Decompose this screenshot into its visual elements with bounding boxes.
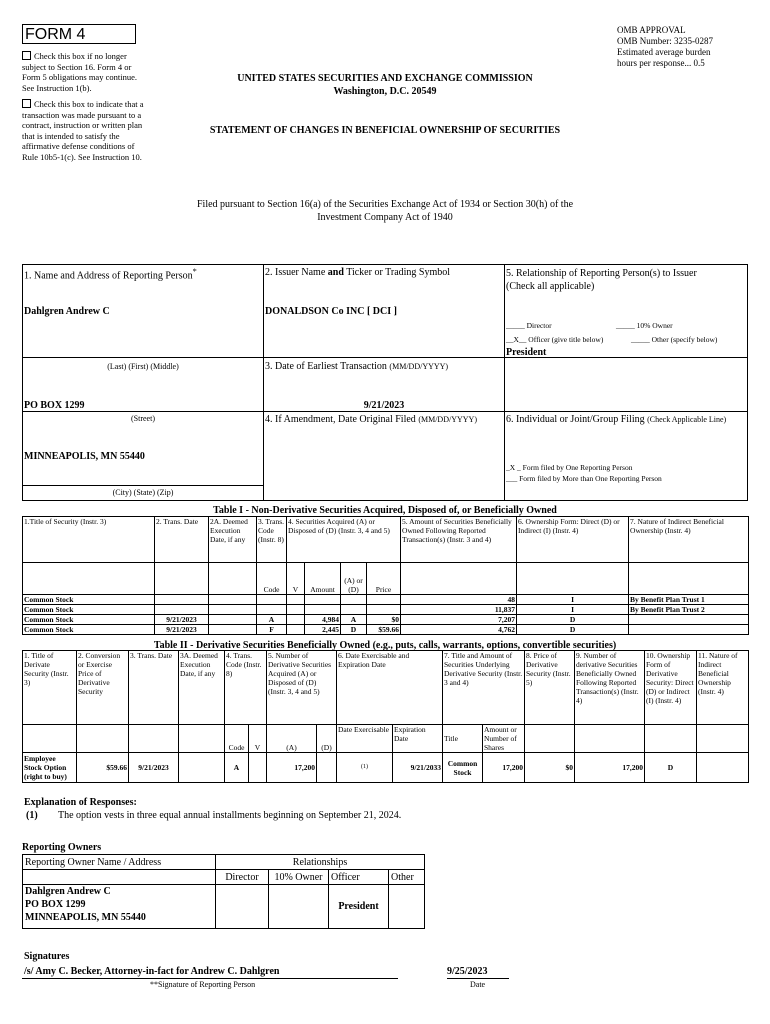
table2-caption: Table II - Derivative Securities Beneficially Owned (e.g., puts, calls, warrants, options, convertible securities)	[153, 640, 617, 651]
t1-cell-date: 9/21/2023	[155, 625, 209, 635]
city-value: MINNEAPOLIS, MN 55440	[24, 451, 145, 462]
table-row	[23, 753, 749, 783]
footnote-number: (1)	[26, 810, 38, 821]
t2-header-deemed: 3A. Deemed Execution Date, if any	[179, 651, 225, 725]
officer-option: __X__ Officer (give title below)	[506, 335, 604, 344]
signature-label: **Signature of Reporting Person	[150, 980, 256, 989]
t1-header-form: 6. Ownership Form: Direct (D) or Indirect (I) (Instr. 4)	[517, 517, 629, 563]
t2-header-exercisable: 6. Date Exercisable and Expiration Date	[337, 651, 443, 725]
t1-cell-owned: 11,837	[401, 605, 517, 615]
owner-name: Dahlgren Andrew C	[25, 886, 111, 897]
statement-title: STATEMENT OF CHANGES IN BENEFICIAL OWNERSHIP OF SECURITIES	[209, 125, 561, 136]
t1-cell-date	[155, 605, 209, 615]
box2-label-c: Ticker or Trading Symbol	[343, 267, 451, 278]
agency-city: Washington, D.C. 20549	[333, 86, 437, 97]
checkbox-icon[interactable]	[22, 51, 31, 60]
t1-header-acquired: 4. Securities Acquired (A) or Disposed of (D) (Instr. 3, 4 and 5)	[287, 517, 401, 563]
t2-cell-title: Employee Stock Option (right to buy)	[23, 753, 77, 783]
box1-asterisk: *	[192, 267, 197, 276]
t1-header-date: 2. Trans. Date	[155, 517, 209, 563]
t2-cell-v	[249, 753, 267, 783]
t1-cell-code	[257, 595, 287, 605]
t1-cell-v	[287, 605, 305, 615]
t2-header-form: 10. Ownership Form of Derivative Security: Direct (D) or Indirect (I) (Instr. 4)	[645, 651, 697, 725]
footnote-text: The option vests in three equal annual installments beginning on September 21, 2024.	[58, 810, 402, 821]
box6-label	[506, 414, 746, 426]
name-format-label: (Last) (First) (Middle)	[107, 362, 179, 371]
t2-cell-price: $59.66	[77, 753, 129, 783]
t1-cell-deemed	[209, 595, 257, 605]
issuer-name: DONALDSON Co INC [ DCI ]	[265, 306, 397, 317]
t1-cell-nature: By Benefit Plan Trust 1	[629, 595, 749, 605]
t1-cell-code	[257, 605, 287, 615]
t2-header-date: 3. Trans. Date	[129, 651, 179, 725]
owners-col-other: Other	[389, 870, 425, 885]
t1-cell-amount	[305, 605, 341, 615]
ten-pct-option: _____ 10% Owner	[616, 321, 673, 330]
omb-line: OMB APPROVAL	[617, 25, 686, 35]
box6-label-text: 6. Individual or Joint/Group Filing	[506, 414, 645, 425]
owner-addr2: MINNEAPOLIS, MN 55440	[25, 912, 146, 923]
box5-label-line: 5. Relationship of Reporting Person(s) to Issuer	[506, 268, 697, 279]
t1-cell-code: A	[257, 615, 287, 625]
table1	[22, 516, 749, 635]
filing-option-group: ___ Form filed by More than One Reporting Person	[506, 474, 662, 483]
table-row	[23, 595, 749, 605]
t2-sub-amount: Amount or Number of Shares	[483, 725, 525, 753]
t2-header-code: 4. Trans. Code (Instr. 8)	[225, 651, 267, 725]
t1-header-nature: 7. Nature of Indirect Beneficial Ownership (Instr. 4)	[629, 517, 749, 563]
t1-header-owned: 5. Amount of Securities Beneficially Owned Following Reported Transaction(s) (Instr. 3 and 4)	[401, 517, 517, 563]
t1-cell-price: $59.66	[367, 625, 401, 635]
t1-cell-nature: By Benefit Plan Trust 2	[629, 605, 749, 615]
t2-cell-underlying-amount: 17,200	[483, 753, 525, 783]
t1-cell-nature	[629, 615, 749, 625]
officer-title: President	[506, 347, 547, 358]
box5-label-line: (Check all applicable)	[506, 281, 595, 292]
signature-text: /s/ Amy C. Becker, Attorney-in-fact for Andrew C. Dahlgren	[24, 966, 280, 977]
box2-label	[265, 267, 450, 278]
t1-cell-owned: 4,762	[401, 625, 517, 635]
table-row	[23, 605, 749, 615]
box1-label-text: 1. Name and Address of Reporting Person	[24, 270, 193, 282]
t2-header-nature: 11. Nature of Indirect Beneficial Ownership (Instr. 4)	[697, 651, 749, 725]
t1-cell-deemed	[209, 605, 257, 615]
t1-sub-aord: (A) or (D)	[341, 563, 367, 595]
t2-cell-deemed	[179, 753, 225, 783]
t1-sub-price: Price	[367, 563, 401, 595]
t1-cell-date: 9/21/2023	[155, 615, 209, 625]
box4-format: (MM/DD/YYYY)	[418, 415, 477, 424]
box5-label	[506, 267, 746, 293]
t1-cell-form: I	[517, 605, 629, 615]
box3-format: (MM/DD/YYYY)	[389, 362, 449, 371]
t2-cell-date: 9/21/2023	[129, 753, 179, 783]
t2-header-number: 5. Number of Derivative Securities Acquired (A) or Disposed of (D) (Instr. 3, 4 and 5)	[267, 651, 337, 725]
t1-cell-form: D	[517, 615, 629, 625]
t1-header-deemed: 2A. Deemed Execution Date, if any	[209, 517, 257, 563]
t1-cell-title: Common Stock	[23, 625, 155, 635]
t2-cell-owned: 17,200	[575, 753, 645, 783]
t2-cell-expiration: 9/21/2033	[393, 753, 443, 783]
table-row	[23, 615, 749, 625]
owners-col-director: Director	[216, 870, 269, 885]
t2-header-underlying: 7. Title and Amount of Securities Underlying Derivative Security (Instr. 3 and 4)	[443, 651, 525, 725]
box2-label-b: and	[327, 267, 344, 278]
signature-date: 9/25/2023	[447, 966, 488, 977]
t2-header-price: 8. Price of Derivative Security (Instr. 5)	[525, 651, 575, 725]
t1-cell-amount: 2,445	[305, 625, 341, 635]
t1-cell-title: Common Stock	[23, 605, 155, 615]
owners-col-name: Reporting Owner Name / Address	[23, 855, 216, 870]
t2-cell-deriv-price: $0	[525, 753, 575, 783]
owner-cell	[23, 885, 216, 929]
t2-cell-d	[317, 753, 337, 783]
check-box-rule10b5-text: Check this box to indicate that a transaction was made pursuant to a contract, instruction or written plan that is intended to satisfy the affirmative defense conditions of Rule 10b5-1(c). See Instruction 10.	[22, 99, 144, 162]
street-value: PO BOX 1299	[24, 400, 85, 411]
t2-header-conversion: 2. Conversion or Exercise Price of Derivative Security	[77, 651, 129, 725]
t1-cell-amount: 4,984	[305, 615, 341, 625]
t1-cell-nature	[629, 625, 749, 635]
t1-cell-v	[287, 625, 305, 635]
t2-sub-exercisable: Date Exercisable	[337, 725, 393, 753]
t1-cell-owned: 48	[401, 595, 517, 605]
table-row	[23, 625, 749, 635]
box6-note: (Check Applicable Line)	[647, 415, 727, 424]
t1-sub-code: Code	[257, 563, 287, 595]
t2-sub-expiration: Expiration Date	[393, 725, 443, 753]
t1-header-title: 1.Title of Security (Instr. 3)	[23, 517, 155, 563]
t1-cell-ad	[341, 605, 367, 615]
director-option: _____ Director	[506, 321, 552, 330]
t1-cell-deemed	[209, 615, 257, 625]
box2-label-a: 2. Issuer Name	[265, 267, 328, 278]
t2-cell-form: D	[645, 753, 697, 783]
owners-col-ten: 10% Owner	[269, 870, 329, 885]
t1-cell-price: $0	[367, 615, 401, 625]
box4-label-text: 4. If Amendment, Date Original Filed	[265, 414, 416, 425]
omb-approval	[617, 25, 757, 69]
box3-label	[265, 361, 448, 372]
owner-addr1: PO BOX 1299	[25, 899, 86, 910]
box3-label-text: 3. Date of Earliest Transaction	[265, 361, 387, 372]
t1-cell-title: Common Stock	[23, 595, 155, 605]
t2-header-owned: 9. Number of derivative Securities Beneficially Owned Following Reported Transaction(s) (Instr. 4)	[575, 651, 645, 725]
reporting-person-name: Dahlgren Andrew C	[24, 306, 110, 317]
t1-sub-amount: Amount	[305, 563, 341, 595]
omb-line: Estimated average burden	[617, 47, 711, 57]
omb-line: OMB Number: 3235-0287	[617, 36, 713, 46]
signatures-heading: Signatures	[24, 951, 70, 962]
table2	[22, 650, 749, 783]
t1-cell-ad	[341, 595, 367, 605]
t1-cell-ad: A	[341, 615, 367, 625]
t2-sub-title: Title	[443, 725, 483, 753]
owner-officer-value: President	[329, 885, 389, 929]
t1-cell-title: Common Stock	[23, 615, 155, 625]
t2-cell-nature	[697, 753, 749, 783]
t1-cell-ad: D	[341, 625, 367, 635]
filing-option-one: _X _ Form filed by One Reporting Person	[506, 463, 633, 472]
t2-sub-a: (A)	[267, 725, 317, 753]
filed-line: Filed pursuant to Section 16(a) of the Securities Exchange Act of 1934 or Section 30(h) of the	[196, 199, 574, 210]
check-box-section16	[22, 51, 150, 93]
t2-sub-v: V	[249, 725, 267, 753]
table1-caption: Table I - Non-Derivative Securities Acquired, Disposed of, or Beneficially Owned	[213, 505, 557, 516]
street-label: (Street)	[131, 414, 155, 423]
box1-label	[24, 267, 197, 281]
t1-cell-price	[367, 595, 401, 605]
t1-cell-v	[287, 615, 305, 625]
t1-cell-owned: 7,207	[401, 615, 517, 625]
t1-cell-form: I	[517, 595, 629, 605]
earliest-transaction-date: 9/21/2023	[363, 400, 405, 411]
t1-sub-v: V	[287, 563, 305, 595]
t1-cell-code: F	[257, 625, 287, 635]
table-row	[23, 885, 425, 929]
t2-sub-code: Code	[225, 725, 249, 753]
owners-heading: Reporting Owners	[22, 842, 102, 853]
box4-label	[265, 414, 477, 425]
t2-cell-exercisable: (1)	[337, 753, 393, 783]
owners-table	[22, 854, 425, 929]
city-label: (City) (State) (Zip)	[112, 488, 174, 497]
filed-pursuant	[130, 198, 640, 224]
t1-header-code: 3. Trans. Code (Instr. 8)	[257, 517, 287, 563]
explanation-heading: Explanation of Responses:	[24, 797, 137, 808]
filed-line: Investment Company Act of 1940	[317, 212, 453, 223]
omb-line: hours per response... 0.5	[617, 58, 705, 68]
t1-cell-v	[287, 595, 305, 605]
agency-name: UNITED STATES SECURITIES AND EXCHANGE COMMISSION	[237, 73, 533, 84]
check-box-rule10b5	[22, 99, 150, 162]
t2-header-title: 1. Title of Derivate Security (Instr. 3)	[23, 651, 77, 725]
checkbox-icon[interactable]	[22, 99, 31, 108]
check-box-section16-text: Check this box if no longer subject to Section 16. Form 4 or Form 5 obligations may continue. See Instruction 1(b).	[22, 51, 137, 93]
t2-cell-a: 17,200	[267, 753, 317, 783]
owners-col-relationships: Relationships	[216, 855, 425, 870]
t1-cell-date	[155, 595, 209, 605]
t1-cell-amount	[305, 595, 341, 605]
form-title: FORM 4	[22, 24, 136, 44]
t2-cell-underlying-title: Common Stock	[443, 753, 483, 783]
t2-sub-d: (D)	[317, 725, 337, 753]
owners-col-officer: Officer	[329, 870, 389, 885]
t1-cell-deemed	[209, 625, 257, 635]
other-option: _____ Other (specify below)	[631, 335, 718, 344]
t2-cell-code: A	[225, 753, 249, 783]
t1-cell-form: D	[517, 625, 629, 635]
t1-cell-price	[367, 605, 401, 615]
date-label: Date	[470, 980, 486, 989]
